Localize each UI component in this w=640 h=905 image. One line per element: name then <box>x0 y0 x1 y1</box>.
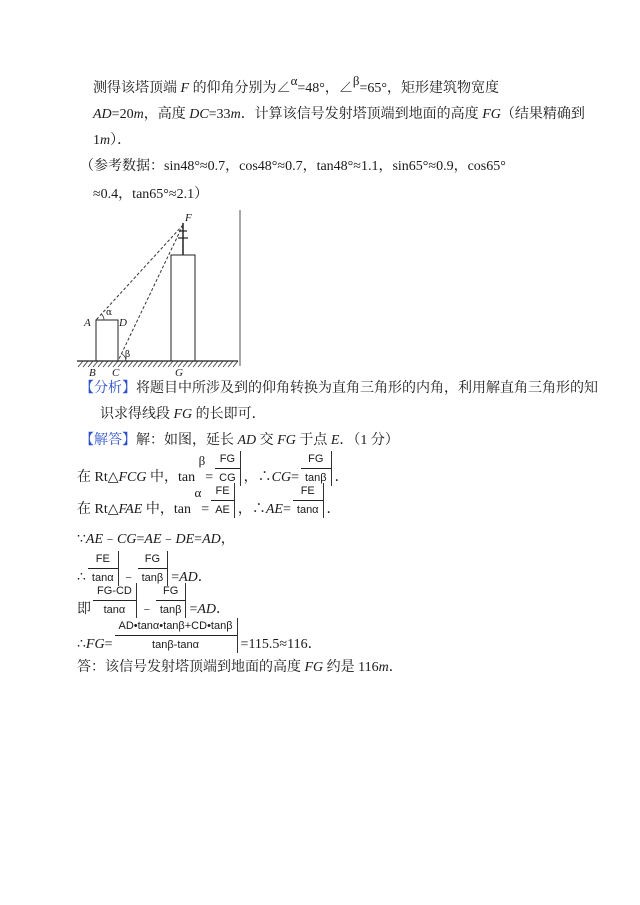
fraction-denominator: tanα <box>103 604 126 616</box>
fraction-denominator: AE <box>215 504 230 516</box>
fraction-numerator: FE <box>293 483 323 501</box>
label-point-g: G <box>175 367 183 379</box>
text: 交 <box>256 433 278 448</box>
fraction-denominator: tanβ <box>141 572 164 584</box>
text: = <box>104 637 113 652</box>
fraction <box>293 483 324 518</box>
label-point-f: F <box>185 212 192 224</box>
text: 1 <box>93 133 100 148</box>
text: 识求得线段 <box>100 407 174 422</box>
math-var: CG <box>117 532 137 547</box>
math-var: AD <box>202 532 221 547</box>
equation-3 <box>77 530 235 550</box>
text: 在 Rt△ <box>77 502 119 517</box>
text: ． <box>326 502 341 517</box>
math-var: AE <box>85 532 104 547</box>
label-point-c: C <box>112 367 120 379</box>
geometry-figure <box>60 205 250 383</box>
fraction <box>88 551 119 586</box>
equation-6 <box>77 619 322 655</box>
problem-line-1 <box>93 73 499 98</box>
math-var: FG <box>482 107 501 122</box>
math-var: F <box>180 81 190 96</box>
text: ∴ <box>77 570 86 585</box>
fraction <box>211 483 235 518</box>
label-point-b: B <box>89 367 96 379</box>
sight-line-a-f <box>96 225 183 320</box>
text: ∴ <box>77 637 86 652</box>
fraction <box>115 618 238 653</box>
text: ， <box>220 532 235 547</box>
text: 测得该塔顶端 <box>93 81 181 96</box>
fraction-numerator: FG-CD <box>93 583 136 601</box>
problem-line-2 <box>93 105 585 125</box>
math-var: CG <box>271 470 292 485</box>
unit: m <box>230 107 241 122</box>
fraction-numerator: FG <box>215 451 240 469</box>
math-var: FCG <box>118 470 147 485</box>
label-angle-alpha: α <box>106 308 113 318</box>
math-var: AE <box>144 532 162 547</box>
fraction-denominator: tanβ <box>305 472 327 484</box>
text: 的长即可． <box>192 407 266 422</box>
math-var: AE <box>265 502 283 517</box>
text: = <box>194 532 203 547</box>
text: ﹣ <box>103 532 118 547</box>
text: =33 <box>208 107 231 122</box>
text: ． <box>334 470 349 485</box>
text: ﹣ <box>161 532 176 547</box>
reference-data-line-2: ≈0.4，tan65°≈2.1） <box>93 187 209 202</box>
fraction <box>215 451 241 486</box>
solution-intro <box>80 431 399 451</box>
problem-line-3 <box>93 131 131 151</box>
unit: m <box>378 660 389 675</box>
fraction-denominator: tanα <box>296 504 319 516</box>
math-var: FG <box>277 433 296 448</box>
math-var: AD <box>197 602 217 617</box>
text: ，高度 <box>143 107 190 122</box>
fraction-denominator: tanβ <box>159 604 182 616</box>
math-var: E <box>330 433 340 448</box>
text: =65°，矩形建筑物宽度 <box>359 81 499 96</box>
fraction-denominator: CG <box>219 472 236 484</box>
fraction-numerator: FG <box>156 583 186 601</box>
text: 将题目中所涉及到的仰角转换为直角三角形的内角，利用解直角三角形的知 <box>136 381 598 396</box>
text: 答：该信号发射塔顶端到地面的高度 <box>77 660 305 675</box>
text: = <box>201 502 210 517</box>
text: 中，tan <box>142 502 195 517</box>
sight-line-c-f <box>118 225 183 361</box>
fraction-numerator: FE <box>88 551 118 569</box>
equation-5 <box>77 584 230 620</box>
text: 即 <box>77 602 91 617</box>
fraction <box>156 583 187 618</box>
fraction-numerator: FG <box>301 451 331 469</box>
label-angle-beta: β <box>125 350 131 360</box>
angle-arc-alpha <box>101 314 104 320</box>
text: =48°，∠ <box>297 81 353 96</box>
text: ﹣ <box>121 570 136 585</box>
text: = <box>136 532 145 547</box>
text: =115.5≈116． <box>240 637 322 652</box>
angle-symbol-alpha: α <box>194 485 202 500</box>
analysis-line-2 <box>100 405 266 425</box>
unit: m <box>133 107 144 122</box>
text: （结果精确到 <box>500 107 585 122</box>
text: 的仰角分别为∠ <box>189 81 291 96</box>
text: = <box>291 470 299 485</box>
text: ）． <box>110 133 132 148</box>
text: = <box>171 570 180 585</box>
text: ∵ <box>77 532 86 547</box>
text: = <box>282 502 291 517</box>
text: ，∴ <box>243 470 272 485</box>
unit: m <box>100 133 111 148</box>
text: 中，tan <box>146 470 199 485</box>
analysis-tag: 【分析】 <box>80 381 136 396</box>
text: 在 Rt△ <box>77 470 119 485</box>
text: 于点 <box>295 433 331 448</box>
fraction-denominator: tanα <box>91 572 114 584</box>
math-var: FG <box>304 660 324 675</box>
tower-rect <box>171 255 195 361</box>
fraction-denominator: tanβ-tanα <box>152 639 199 651</box>
reference-data-line-1: （参考数据：sin48°≈0.7，cos48°≈0.7，tan48°≈1.1，sin65°≈0.9，cos65° <box>80 159 506 174</box>
fraction-numerator: FG <box>138 551 168 569</box>
math-var: AD <box>179 570 198 585</box>
angle-symbol-beta: β <box>198 453 206 468</box>
label-point-a: A <box>84 317 91 329</box>
angle-symbol-beta: β <box>352 73 360 88</box>
math-var: FG <box>85 637 105 652</box>
math-var: DE <box>175 532 195 547</box>
text: ． <box>388 660 403 675</box>
text: ﹣ <box>139 602 154 617</box>
text: 解：如图，延长 <box>136 433 238 448</box>
fraction-numerator: FE <box>211 483 234 501</box>
text: ． <box>216 602 231 617</box>
text: ，∴ <box>237 502 266 517</box>
text: ． <box>197 570 212 585</box>
text: = <box>205 470 214 485</box>
fraction <box>138 551 169 586</box>
math-var: FG <box>173 407 193 422</box>
math-var: DC <box>189 107 209 122</box>
text: ．（1 分） <box>339 433 399 448</box>
math-var: FAE <box>118 502 143 517</box>
text: 约是 116 <box>323 660 379 675</box>
fraction <box>93 583 137 618</box>
label-point-d: D <box>119 317 127 329</box>
building-rect <box>96 320 118 361</box>
fraction <box>301 451 332 486</box>
text: = <box>189 602 198 617</box>
text: =20 <box>111 107 134 122</box>
math-var: AD <box>93 107 112 122</box>
solution-tag: 【解答】 <box>80 433 136 448</box>
text: ．计算该信号发射塔顶端到地面的高度 <box>240 107 483 122</box>
fraction-numerator: AD•tanα•tanβ+CD•tanβ <box>115 618 237 636</box>
analysis-line-1 <box>80 379 598 399</box>
answer-line <box>77 658 403 678</box>
math-var: AD <box>237 433 257 448</box>
angle-symbol-alpha: α <box>290 73 298 88</box>
equation-2 <box>77 484 341 520</box>
ground-hatching <box>78 361 238 367</box>
